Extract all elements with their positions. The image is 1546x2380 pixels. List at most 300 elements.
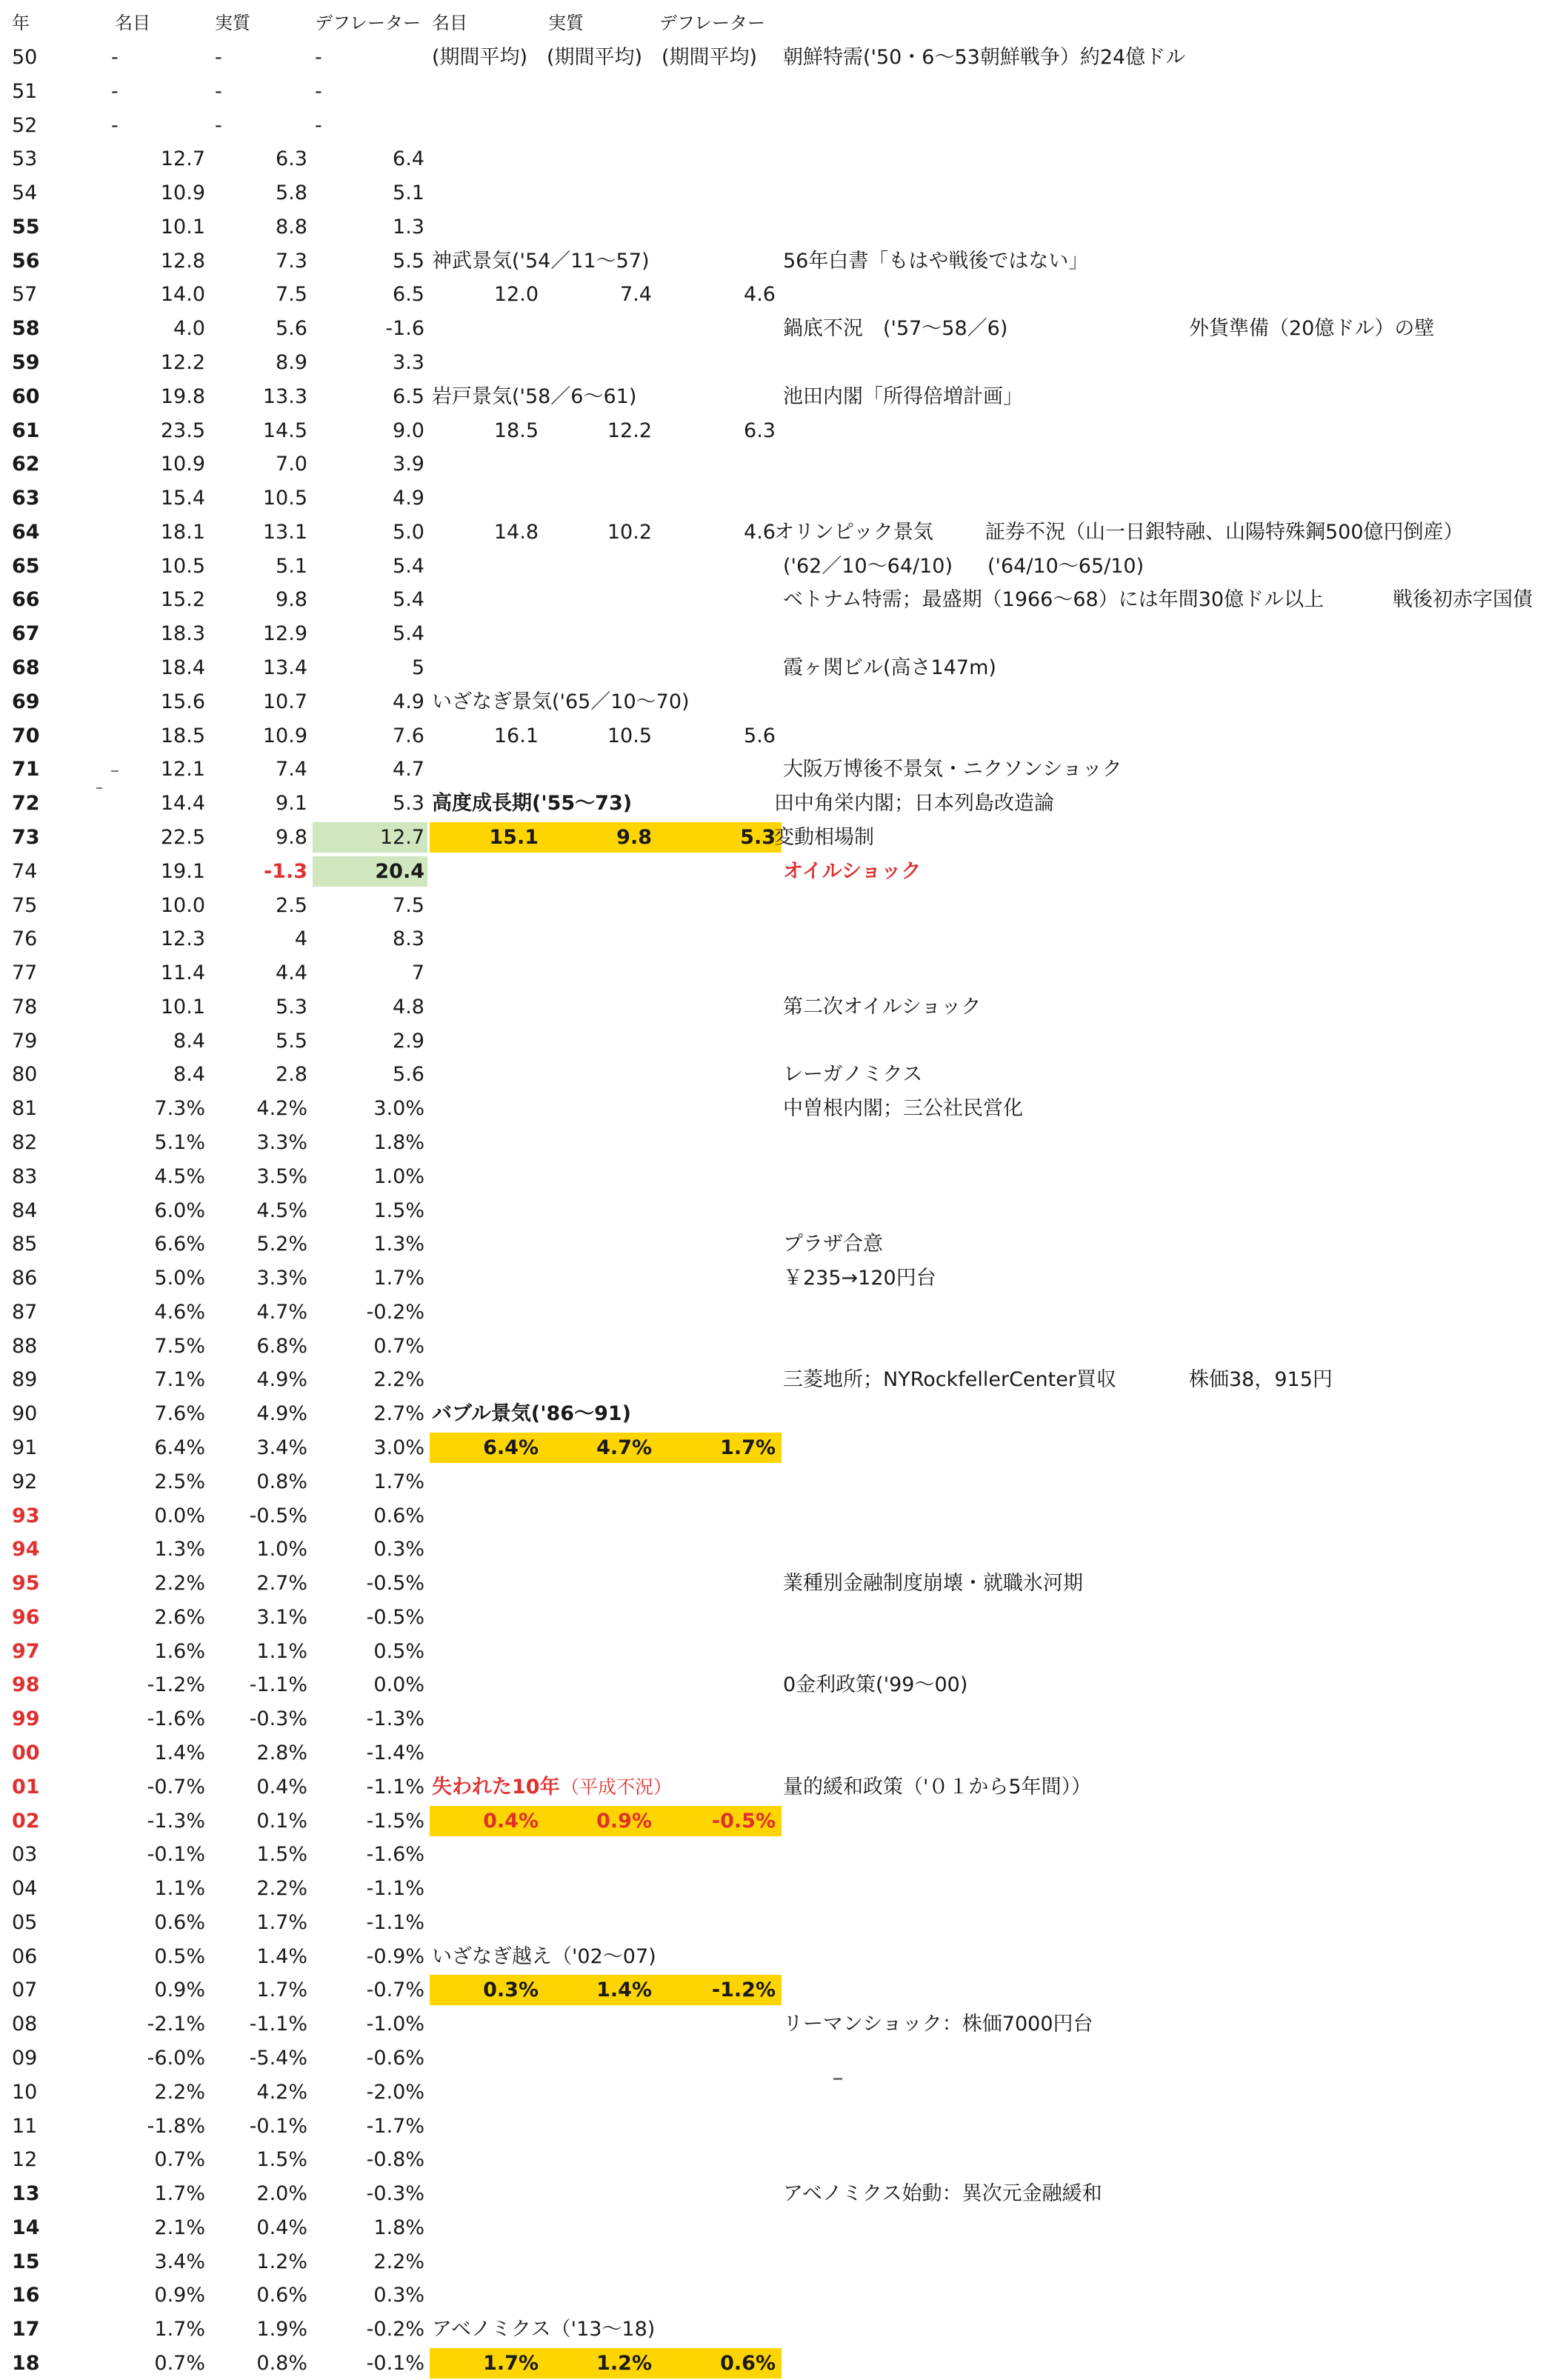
real-cell: 3.1% [256,1605,307,1629]
real-cell: - [215,113,222,137]
header-real: 実質 [215,13,250,33]
nominal-cell: -2.1% [147,2013,205,2036]
deflator-cell: 1.8% [373,2216,424,2239]
header-deflator: デフレーター [315,13,422,33]
period-avg-nominal: 16.1 [493,724,539,747]
deflator-cell: -1.0% [366,2013,424,2036]
year-cell: 03 [12,1843,38,1867]
nominal-cell: 1.7% [154,2182,205,2206]
table-row [0,278,1546,311]
year-cell: 85 [12,1233,38,1256]
table-row [0,1770,1546,1804]
table-row [0,1940,1546,1973]
year-cell: 92 [12,1470,38,1493]
event-note-secondary: 証券不況（山一日銀特融、山陽特殊鋼500億円倒産） [985,520,1464,544]
period-avg-deflator: -1.2% [711,1979,776,2002]
deflator-cell: 1.0% [373,1164,424,1188]
year-cell: 08 [12,2013,38,2036]
deflator-cell: -1.6 [385,317,424,341]
real-cell: 3.4% [256,1436,307,1459]
real-cell: -5.4% [249,2047,307,2070]
table-row [0,956,1546,990]
table-row [0,2313,1546,2346]
year-cell: 00 [12,1741,40,1764]
event-note: 0金利政策('99～00) [783,1673,968,1697]
period-avg-deflator: 5.3 [740,825,776,849]
table-row [0,1126,1546,1159]
real-cell: 2.0% [256,2182,307,2206]
real-cell: 8.9 [276,351,307,375]
deflator-cell: 3.3 [393,351,424,375]
deflator-cell: -1.7% [366,2114,424,2138]
header-period-nominal: 名目 [432,13,467,33]
nominal-cell: 2.6% [154,1605,205,1629]
nominal-cell: 8.4 [173,1063,205,1087]
real-cell: 1.9% [256,2318,307,2341]
real-cell: 5.3 [276,995,307,1019]
event-note: 朝鮮特需('50・6～53朝鮮戦争）約24億ドル [783,46,1186,69]
deflator-cell: 5.3 [393,792,424,816]
period-label: 高度成長期('55～73) [432,792,633,816]
nominal-cell: 1.3% [154,1538,205,1561]
real-cell: 0.6% [256,2284,307,2307]
real-cell: 5.1 [276,554,307,578]
year-cell: 54 [12,181,38,205]
period-avg-deflator: 4.6 [744,283,776,307]
real-cell: 7.5 [276,283,307,307]
year-cell: 17 [12,2318,40,2341]
real-cell: 0.1% [256,1809,307,1833]
table-row [0,210,1546,244]
year-cell: 15 [12,2250,40,2273]
nominal-cell: 7.5% [154,1334,205,1358]
event-note: ('62／10～64/10) [783,554,953,578]
deflator-cell: 0.0% [373,1673,424,1697]
deflator-cell: -1.5% [366,1809,424,1833]
deflator-cell: 3.0% [373,1097,424,1121]
nominal-cell: 1.6% [154,1639,205,1663]
period-avg-real: 0.9% [596,1809,652,1833]
year-cell: 55 [12,215,40,239]
deflator-cell: 2.2% [373,1368,424,1392]
table-row [0,1194,1546,1227]
table-row [0,244,1546,278]
deflator-cell: 2.2% [373,2250,424,2273]
real-cell: 7.3 [276,249,307,273]
table-row [0,41,1546,74]
period-avg-deflator: 4.6 [744,520,776,544]
event-note: ベトナム特需；最盛期（1966～68）には年間30億ドル以上 [783,588,1325,612]
real-cell: 9.1 [276,792,307,816]
table-row [0,1227,1546,1261]
deflator-cell: -0.5% [366,1572,424,1596]
nominal-cell: -1.2% [147,1673,205,1697]
year-cell: 56 [12,249,40,273]
real-cell: 3.3% [256,1267,307,1290]
nominal-cell: 2.1% [154,2216,205,2239]
nominal-cell: 14.0 [160,283,205,307]
real-cell: 9.8 [276,825,307,849]
table-row [0,2245,1546,2279]
deflator-cell: -0.8% [366,2148,424,2172]
real-cell: 3.5% [256,1164,307,1188]
header-period-sub: (期間平均) [547,46,643,69]
nominal-cell: 15.2 [160,588,205,612]
table-row [0,1973,1546,2007]
year-cell: 83 [12,1164,38,1188]
event-note-secondary: 外貨準備（20億ドル）の壁 [1189,317,1435,341]
real-cell: 2.8 [276,1063,307,1087]
table-row [0,1567,1546,1600]
year-cell: 72 [12,792,40,816]
period-label: 岩戸景気('58／6～61) [432,384,637,408]
table-row [0,550,1546,583]
deflator-cell: 1.3% [373,1233,424,1256]
year-cell: 64 [12,520,40,544]
event-note-secondary: ('64/10～65/10) [987,554,1144,578]
real-cell: 1.7% [256,1979,307,2002]
nominal-cell: 2.5% [154,1470,205,1493]
table-row [0,380,1546,413]
nominal-cell: 0.7% [154,2352,205,2376]
year-cell: 10 [12,2080,38,2104]
year-cell: 99 [12,1707,40,1731]
table-row [0,2041,1546,2075]
period-avg-real: 9.8 [616,825,652,849]
real-cell: 5.5 [276,1029,307,1053]
header-period-deflator: デフレーター [659,13,766,33]
nominal-cell: 0.7% [154,2148,205,2172]
real-cell: 13.4 [262,656,307,680]
table-row [0,2211,1546,2244]
year-cell: 07 [12,1979,38,2002]
deflator-cell: 1.7% [373,1267,424,1290]
table-row [0,142,1546,176]
table-row [0,1736,1546,1770]
event-note: レーガノミクス [783,1063,923,1087]
year-cell: 94 [12,1538,40,1561]
table-row [0,447,1546,481]
nominal-cell: 0.9% [154,1979,205,2002]
nominal-cell: 6.6% [154,1233,205,1256]
table-row [0,1499,1546,1533]
year-cell: 04 [12,1877,38,1901]
deflator-cell: -1.1% [366,1910,424,1934]
period-avg-nominal: 6.4% [483,1436,539,1459]
period-avg-nominal: 14.8 [493,520,539,544]
event-note: 量的緩和政策（'０１から5年間）） [783,1775,1092,1799]
deflator-cell: 9.0 [393,419,424,442]
deflator-cell: - [315,113,322,137]
deflator-cell: -0.1% [366,2352,424,2376]
real-cell: 2.2% [256,1877,307,1901]
period-avg-nominal: 18.5 [493,419,539,442]
period-avg-real: 1.4% [596,1979,652,2002]
real-cell: 4.5% [256,1199,307,1222]
header-period-real: 実質 [548,13,584,33]
year-cell: 78 [12,995,38,1019]
period-label: バブル景気('86～91) [432,1402,632,1426]
real-cell: 6.3 [276,147,307,171]
nominal-cell: -1.8% [147,2114,205,2138]
year-cell: 81 [12,1097,38,1121]
deflator-cell: -0.9% [366,1944,424,1968]
year-cell: 18 [12,2352,40,2376]
year-cell: 13 [12,2182,40,2206]
deflator-cell: 4.8 [393,995,424,1019]
year-cell: 75 [12,893,38,917]
year-cell: 01 [12,1775,40,1799]
year-cell: 59 [12,351,40,375]
nominal-cell: 6.4% [154,1436,205,1459]
period-avg-nominal: 0.4% [483,1809,539,1833]
table-row [0,2007,1546,2041]
year-cell: 51 [12,79,38,103]
real-cell: 2.5 [276,893,307,917]
real-cell: 1.1% [256,1639,307,1663]
period-label: いざなぎ越え（'02～07) [432,1944,656,1968]
deflator-cell: -1.4% [366,1741,424,1764]
year-cell: 82 [12,1130,38,1154]
event-note-secondary: 戦後初赤字国債 [1393,588,1533,612]
table-row [0,1601,1546,1634]
real-cell: 10.5 [262,487,307,510]
year-cell: 52 [12,113,38,137]
year-cell: 61 [12,419,40,442]
event-note: リーマンショック：株価7000円台 [783,2013,1093,2036]
nominal-cell: 18.3 [160,622,205,646]
nominal-cell: 6.0% [154,1199,205,1222]
deflator-cell: 0.3% [373,1538,424,1561]
real-cell: 13.3 [262,384,307,408]
real-cell: 0.4% [256,1775,307,1799]
real-cell: 1.7% [256,1910,307,1934]
real-cell: 4.2% [256,2080,307,2104]
table-row [0,617,1546,650]
real-cell: 5.6 [276,317,307,341]
nominal-cell: 1.4% [154,1741,205,1764]
real-cell: 1.4% [256,1944,307,1968]
nominal-cell: 3.4% [154,2250,205,2273]
year-cell: 66 [12,588,40,612]
deflator-cell: 2.7% [373,1402,424,1426]
event-note: プラザ合意 [783,1233,883,1256]
header-period-sub: (期間平均) [662,46,758,69]
table-row [0,787,1546,820]
real-cell: 4.9% [256,1368,307,1392]
nominal-cell: 15.4 [160,487,205,510]
table-row [0,1668,1546,1701]
deflator-cell: -1.1% [366,1775,424,1799]
year-cell: 97 [12,1639,40,1663]
table-row [0,109,1546,142]
event-note-secondary: 株価38，915円 [1189,1368,1333,1392]
nominal-cell: 0.6% [154,1910,205,1934]
event-note: オイルショック [783,859,922,883]
deflator-cell: 4.9 [393,487,424,510]
nominal-cell: 12.1 [160,758,205,781]
year-cell: 84 [12,1199,38,1222]
real-cell: 4.7% [256,1300,307,1324]
table-row [0,2076,1546,2109]
nominal-cell: 12.2 [160,351,205,375]
real-cell: 6.8% [256,1334,307,1358]
event-note: 変動相場制 [774,825,874,849]
real-cell: -0.1% [249,2114,307,2138]
table-row [0,414,1546,447]
period-label: アベノミクス（'13～18) [432,2318,656,2341]
header-period-sub: (期間平均) [432,46,528,69]
nominal-cell: 7.6% [154,1402,205,1426]
table-row [0,481,1546,515]
real-cell: 4.2% [256,1097,307,1121]
nominal-cell: 19.8 [160,384,205,408]
table-row [0,719,1546,753]
table-row [0,2347,1546,2380]
deflator-cell: 1.3 [393,215,424,239]
deflator-cell: -0.3% [366,2182,424,2206]
nominal-cell: -6.0% [147,2047,205,2070]
deflator-cell: 5.1 [393,181,424,205]
period-avg-nominal: 12.0 [493,283,539,307]
deflator-cell: 5.4 [393,554,424,578]
table-row [0,583,1546,616]
table-row [0,2110,1546,2143]
table-row [0,1465,1546,1499]
year-cell: 02 [12,1809,40,1833]
deflator-cell: - [315,79,322,103]
nominal-cell: -0.1% [147,1843,205,1867]
event-note: 56年白書「もはや戦後ではない」 [783,249,1089,273]
real-cell: -1.1% [249,1673,307,1697]
year-cell: 12 [12,2148,38,2172]
event-note: 鍋底不況 ('57～58／6) [783,317,1008,341]
event-note: ￥235→120円台 [783,1267,936,1290]
year-cell: 95 [12,1572,40,1596]
real-cell: 1.0% [256,1538,307,1561]
year-cell: 53 [12,147,38,171]
real-cell: 3.3% [256,1130,307,1154]
nominal-cell: 12.7 [160,147,205,171]
deflator-cell: 6.4 [393,147,424,171]
real-cell: -1.1% [249,2013,307,2036]
period-avg-real: 12.2 [607,419,652,442]
deflator-cell: 5.4 [393,588,424,612]
nominal-cell: 12.8 [160,249,205,273]
year-cell: 69 [12,690,40,713]
real-cell: 2.8% [256,1741,307,1764]
header-nominal: 名目 [115,13,150,33]
period-avg-deflator: 5.6 [744,724,776,747]
nominal-cell: 18.4 [160,656,205,680]
table-row [0,2177,1546,2210]
deflator-cell: 5.0 [393,520,424,544]
real-cell: -1.3 [263,859,307,883]
period-avg-real: 4.7% [596,1436,652,1459]
table-row [0,1804,1546,1838]
real-cell: -0.3% [249,1707,307,1731]
table-row [0,1533,1546,1566]
year-cell: 91 [12,1436,38,1459]
year-cell: 74 [12,859,38,883]
nominal-cell: 8.4 [173,1029,205,1053]
nominal-cell: -0.7% [147,1775,205,1799]
nominal-cell: 2.2% [154,1572,205,1596]
deflator-cell: 5 [411,656,424,680]
nominal-cell: 0.9% [154,2284,205,2307]
nominal-cell: 10.5 [160,554,205,578]
real-cell: 5.2% [256,1233,307,1256]
nominal-cell: 12.3 [160,927,205,951]
year-cell: 63 [12,487,40,510]
table-row [0,1635,1546,1668]
year-cell: 79 [12,1029,38,1053]
deflator-cell: 7.5 [393,893,424,917]
period-avg-real: 7.4 [620,283,652,307]
table-row [0,753,1546,786]
nominal-cell: 7.3% [154,1097,205,1121]
nominal-cell: 0.0% [154,1504,205,1527]
table-row [0,1330,1546,1363]
year-cell: 65 [12,554,40,578]
header-row [0,7,1546,40]
deflator-cell: 3.0% [373,1436,424,1459]
event-note: 霞ヶ関ビル(高さ147m) [783,656,996,680]
table-row [0,2143,1546,2176]
period-avg-deflator: 1.7% [720,1436,776,1459]
event-note: オリンピック景気 [774,520,933,544]
period-avg-nominal: 15.1 [489,825,539,849]
deflator-cell: -0.6% [366,2047,424,2070]
event-note: アベノミクス始動：異次元金融緩和 [783,2182,1102,2206]
table-row [0,1363,1546,1396]
deflator-cell: -1.1% [366,1877,424,1901]
year-cell: 67 [12,622,40,646]
table-row [0,346,1546,379]
nominal-cell: 0.5% [154,1944,205,1968]
event-note: 大阪万博後不景気・ニクソンショック [783,758,1122,781]
year-cell: 86 [12,1267,38,1290]
nominal-cell: 19.1 [160,859,205,883]
real-cell: 13.1 [262,520,307,544]
table-row [0,685,1546,719]
deflator-cell: 0.7% [373,1334,424,1358]
nominal-cell: 4.0 [173,317,205,341]
table-row [0,176,1546,210]
nominal-cell: 23.5 [160,419,205,442]
real-cell: 0.8% [256,2352,307,2376]
period-label: いざなぎ景気('65／10～70) [432,690,690,713]
period-label: 失われた10年 [432,1775,560,1799]
year-cell: 98 [12,1673,40,1697]
table-row [0,1702,1546,1736]
year-cell: 73 [12,825,40,849]
real-cell: 10.9 [262,724,307,747]
year-cell: 60 [12,384,40,408]
table-row [0,651,1546,684]
period-avg-deflator: 6.3 [744,419,776,442]
table-row [0,1397,1546,1430]
period-avg-real: 10.2 [607,520,652,544]
nominal-cell: 1.7% [154,2318,205,2341]
year-cell: 16 [12,2284,40,2307]
deflator-cell: 5.5 [393,249,424,273]
period-avg-nominal: 1.7% [483,2352,539,2376]
table-row [0,1838,1546,1871]
real-cell: 4 [294,927,307,951]
event-note: 業種別金融制度崩壊・就職氷河期 [783,1572,1083,1596]
table-row [0,889,1546,922]
